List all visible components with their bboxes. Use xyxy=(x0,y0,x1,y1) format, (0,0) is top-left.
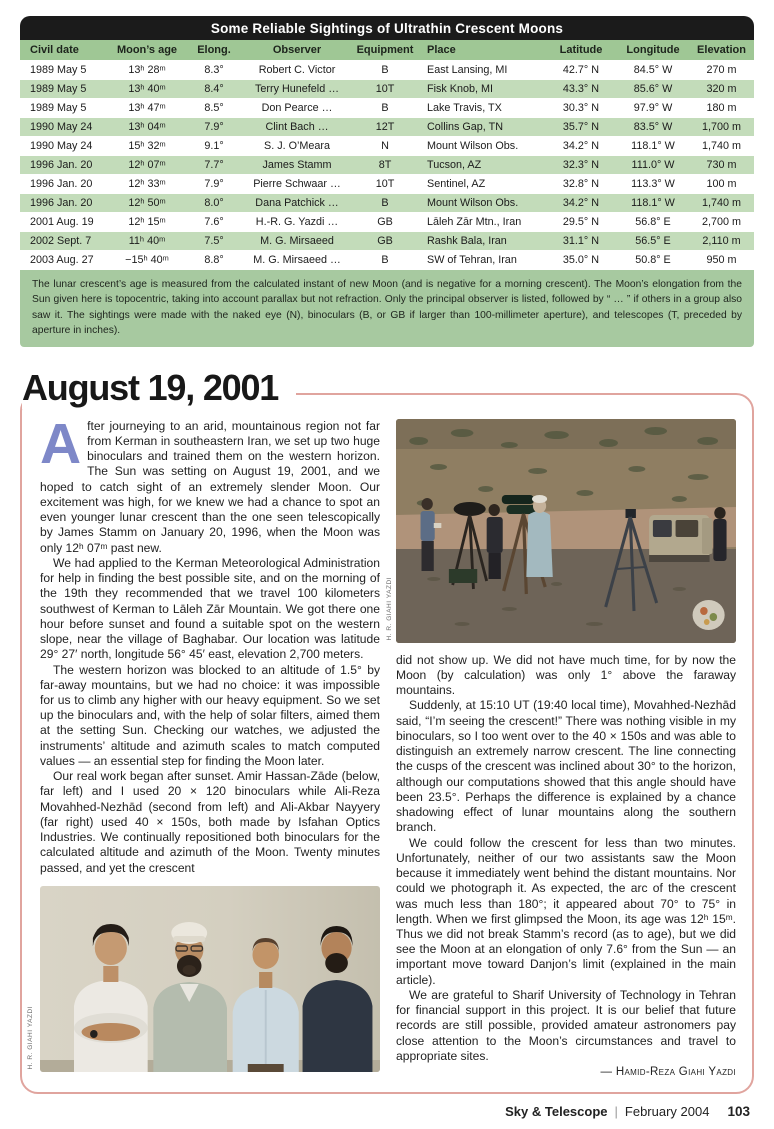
table-row xyxy=(20,251,754,270)
table-row xyxy=(20,137,754,156)
table-footnote: The lunar crescent’s age is measured from the calculated instant of new Moon (and is negative for a morning crescent). The Moon’s elongation from the Sun given here is topocentric, taking into account parallax but not refraction. Only the principal observer is listed, followed by “ … ” if others in a group also saw it. The sightings were made with the naked eye (N), binoculars (B, or GB if larger than 100-millimeter aperture), and telescopes (T, preceded by aperture in inches). xyxy=(20,270,754,347)
table-cell: Rashk Bala, Iran xyxy=(417,232,545,251)
table-cell: 32.8° N xyxy=(545,175,617,194)
table-cell: 113.3° W xyxy=(617,175,689,194)
table-row xyxy=(20,213,754,232)
table-column-header: Moon’s age xyxy=(107,40,187,61)
table-cell: Sentinel, AZ xyxy=(417,175,545,194)
table-cell: 12ʰ 50ᵐ xyxy=(107,194,187,213)
sightings-table-body xyxy=(20,61,754,270)
table-cell: 12T xyxy=(353,118,417,137)
table-cell: 32.3° N xyxy=(545,156,617,175)
table-row xyxy=(20,194,754,213)
table-cell: 1996 Jan. 20 xyxy=(20,156,107,175)
table-cell: Clint Bach … xyxy=(241,118,353,137)
paragraph: We could follow the crescent for less than two minutes. Unfortunately, neither of our two assistants saw the Moon because it immediately went behind the distant mountains. Nor could we photograph it. As expected, the arc of the crescent was much less than 180°; it appeared about 70° to 75° in length. When we first glimpsed the Moon, its age was 12ʰ 15ᵐ. Thus we did not break Stamm’s record (as to age), but we did see the Moon at an elongation of only 7.6° from the Sun — an important move toward Danjon’s limit (explained in the main article). xyxy=(396,835,736,987)
table-cell: 35.0° N xyxy=(545,251,617,270)
table-cell: 320 m xyxy=(689,80,754,99)
table-row xyxy=(20,175,754,194)
table-cell: 1989 May 5 xyxy=(20,61,107,80)
table-cell: 1996 Jan. 20 xyxy=(20,175,107,194)
table-cell: 8.3° xyxy=(187,61,241,80)
page-number: 103 xyxy=(727,1104,750,1120)
table-column-header: Elevation xyxy=(689,40,754,61)
table-cell: Mount Wilson Obs. xyxy=(417,194,545,213)
table-cell: 13ʰ 47ᵐ xyxy=(107,99,187,118)
table-cell: 2003 Aug. 27 xyxy=(20,251,107,270)
table-cell: 34.2° N xyxy=(545,194,617,213)
table-cell: 12ʰ 33ᵐ xyxy=(107,175,187,194)
table-column-header: Place xyxy=(417,40,545,61)
table-cell: Robert C. Victor xyxy=(241,61,353,80)
table-cell: Lāleh Zār Mtn., Iran xyxy=(417,213,545,232)
paragraph xyxy=(40,411,380,556)
table-cell: 85.6° W xyxy=(617,80,689,99)
table-cell: 8.4° xyxy=(187,80,241,99)
table-cell: Dana Patchick … xyxy=(241,194,353,213)
table-cell: 9.1° xyxy=(187,137,241,156)
table-row xyxy=(20,80,754,99)
footer-separator: | xyxy=(614,1104,618,1120)
photo-credit: H. R. GIAHI YAZDI xyxy=(27,1006,34,1070)
team-portrait-photo xyxy=(27,886,380,1072)
table-cell: 56.8° E xyxy=(617,213,689,232)
table-cell: GB xyxy=(353,213,417,232)
table-cell: Pierre Schwaar … xyxy=(241,175,353,194)
table-row xyxy=(20,61,754,80)
table-column-header: Observer xyxy=(241,40,353,61)
dropcap-letter: A xyxy=(40,411,82,476)
table-cell: 7.7° xyxy=(187,156,241,175)
table-cell: 118.1° W xyxy=(617,194,689,213)
table-cell: B xyxy=(353,251,417,270)
table-cell: 7.6° xyxy=(187,213,241,232)
table-cell: 1990 May 24 xyxy=(20,118,107,137)
table-cell: 2002 Sept. 7 xyxy=(20,232,107,251)
paragraph: Suddenly, at 15:10 UT (19:40 local time), Movahhed-Nezhād said, “I’m seeing the crescent!” There was nothing visible in my binoculars, so I too went over to the 40 × 150s and was able to distinguish an extremely narrow crescent. The line connecting the cusps of the crescent was inclined about 30° to the horizon, although our computations showed that this angle should have been 23.5°. Perhaps the difference is explained by a chance shadowing effect of lunar mountains along the southern branch. xyxy=(396,698,736,835)
table-cell: 34.2° N xyxy=(545,137,617,156)
table-cell: 13ʰ 28ᵐ xyxy=(107,61,187,80)
table-cell: 11ʰ 40ᵐ xyxy=(107,232,187,251)
table-cell: 1996 Jan. 20 xyxy=(20,194,107,213)
table-cell: 97.9° W xyxy=(617,99,689,118)
table-cell: 29.5° N xyxy=(545,213,617,232)
photo-credit: H. R. GIAHI YAZDI xyxy=(386,577,393,641)
table-cell: 950 m xyxy=(689,251,754,270)
team-portrait-illustration xyxy=(40,886,380,1072)
table-cell: 31.1° N xyxy=(545,232,617,251)
table-cell: 100 m xyxy=(689,175,754,194)
table-cell: 2,110 m xyxy=(689,232,754,251)
table-cell: 12ʰ 15ᵐ xyxy=(107,213,187,232)
table-cell: 1989 May 5 xyxy=(20,99,107,118)
table-cell: 8.8° xyxy=(187,251,241,270)
table-cell: Don Pearce … xyxy=(241,99,353,118)
paragraph-text: fter journeying to an arid, mountainous region not far from Kerman in southeastern Iran, we set up two huge binoculars and trained them on the western horizon. The Sun was setting on August 19, 2001, and we hoped to catch sight of an extremely slender Moon. Our excitement was high, for we knew we had a chance to spot an even younger lunar crescent than the one seen telescopically by James Stamm on January 20, 1996, when the Moon was only 12ʰ 07ᵐ past new. xyxy=(40,418,380,555)
expedition-illustration xyxy=(396,419,736,643)
table-cell: 1990 May 24 xyxy=(20,137,107,156)
table-column-header: Civil date xyxy=(20,40,107,61)
article-right-column xyxy=(386,419,736,1079)
table-title: Some Reliable Sightings of Ultrathin Crescent Moons xyxy=(20,16,754,40)
table-cell: 13ʰ 04ᵐ xyxy=(107,118,187,137)
table-cell: 12ʰ 07ᵐ xyxy=(107,156,187,175)
table-row xyxy=(20,118,754,137)
table-cell: 10T xyxy=(353,175,417,194)
table-cell: M. G. Mirsaeed … xyxy=(241,251,353,270)
table-row xyxy=(20,156,754,175)
table-cell: 8.0° xyxy=(187,194,241,213)
sightings-table-block xyxy=(20,16,754,347)
table-cell: Fisk Knob, MI xyxy=(417,80,545,99)
table-cell: 8.5° xyxy=(187,99,241,118)
table-cell: 118.1° W xyxy=(617,137,689,156)
paragraph: We are grateful to Sharif University of Technology in Tehran for financial support in this project. It is our belief that future records are still possible, provided amateur astronomers pay close attention to the Moon’s circumstances and travel to appropriate sites. xyxy=(396,987,736,1063)
table-cell: 2001 Aug. 19 xyxy=(20,213,107,232)
table-cell: B xyxy=(353,99,417,118)
issue-date: February 2004 xyxy=(624,1104,710,1120)
table-cell: 7.9° xyxy=(187,118,241,137)
expedition-photo xyxy=(386,419,736,643)
table-cell: James Stamm xyxy=(241,156,353,175)
paragraph: Our real work began after sunset. Amir Hassan-Zāde (below, far left) and I used 20 × 120 binoculars while Ali-Reza Movahhed-Nezhād (second from left) and Ali-Akbar Nayyery (far right) used 40 × 150s, both made by Isfahan Optics Industries. We continually repositioned both binoculars for the calculated altitude and azimuth of the Moon. Twenty minutes passed, and yet the crescent xyxy=(40,769,380,875)
table-cell: B xyxy=(353,194,417,213)
table-cell: Mount Wilson Obs. xyxy=(417,137,545,156)
table-cell: N xyxy=(353,137,417,156)
table-cell: East Lansing, MI xyxy=(417,61,545,80)
table-cell: Terry Hunefeld … xyxy=(241,80,353,99)
table-cell: 270 m xyxy=(689,61,754,80)
article-left-column xyxy=(27,411,380,1078)
table-cell: GB xyxy=(353,232,417,251)
table-column-header: Equipment xyxy=(353,40,417,61)
table-cell: 1,740 m xyxy=(689,137,754,156)
table-cell: SW of Tehran, Iran xyxy=(417,251,545,270)
table-cell: 111.0° W xyxy=(617,156,689,175)
table-cell: 180 m xyxy=(689,99,754,118)
table-cell: S. J. O’Meara xyxy=(241,137,353,156)
table-cell: 84.5° W xyxy=(617,61,689,80)
table-cell: B xyxy=(353,61,417,80)
table-row xyxy=(20,232,754,251)
table-cell: 83.5° W xyxy=(617,118,689,137)
table-cell: 13ʰ 40ᵐ xyxy=(107,80,187,99)
paragraph: The western horizon was blocked to an altitude of 1.5° by far-away mountains, but we had no choice: it was impossible for us to climb any higher with our heavy equipment. So we set up the binoculars and, with the help of solar filters, aimed them at the setting Sun. Checking our watches, we adjusted the instruments’ altitude and azimuth scales to match computed values — an essential step for finding the Moon later. xyxy=(40,662,380,768)
paragraph: We had applied to the Kerman Meteorological Administration for help in finding the best possible site, and on the morning of the 19th they recommended that we travel 100 kilometers southwest of Kerman to Lāleh Zār Mountain. We got there one hour before sunset and found a suitable spot on the western slope, near the village of Baghabar. Our location was latitude 29° 27′ north, longitude 56° 45′ east, elevation 2,700 meters. xyxy=(40,555,380,662)
article-title: August 19, 2001 xyxy=(22,367,296,409)
table-cell: M. G. Mirsaeed xyxy=(241,232,353,251)
table-cell: 56.5° E xyxy=(617,232,689,251)
table-column-header: Elong. xyxy=(187,40,241,61)
table-cell: Lake Travis, TX xyxy=(417,99,545,118)
table-cell: Tucson, AZ xyxy=(417,156,545,175)
table-cell: 35.7° N xyxy=(545,118,617,137)
table-cell: 10T xyxy=(353,80,417,99)
table-cell: 730 m xyxy=(689,156,754,175)
article-box xyxy=(20,393,754,1094)
table-row xyxy=(20,99,754,118)
table-cell: 1,740 m xyxy=(689,194,754,213)
page-footer xyxy=(20,1094,754,1119)
table-cell: Collins Gap, TN xyxy=(417,118,545,137)
table-cell: H.-R. G. Yazdi … xyxy=(241,213,353,232)
table-cell: 2,700 m xyxy=(689,213,754,232)
table-cell: 1989 May 5 xyxy=(20,80,107,99)
author-signature: — Hamid-Reza Giahi Yazdi xyxy=(600,1066,736,1079)
sightings-table-header-row xyxy=(20,40,754,61)
table-column-header: Longitude xyxy=(617,40,689,61)
table-cell: 43.3° N xyxy=(545,80,617,99)
table-cell: 1,700 m xyxy=(689,118,754,137)
table-column-header: Latitude xyxy=(545,40,617,61)
table-cell: 50.8° E xyxy=(617,251,689,270)
sightings-table xyxy=(20,40,754,270)
paragraph: did not show up. We did not have much time, for by now the Moon (by calculation) was only 1° above the faraway mountains. xyxy=(396,652,736,698)
table-cell: 7.5° xyxy=(187,232,241,251)
table-cell: 7.9° xyxy=(187,175,241,194)
table-cell: 30.3° N xyxy=(545,99,617,118)
table-cell: 8T xyxy=(353,156,417,175)
table-cell: −15ʰ 40ᵐ xyxy=(107,251,187,270)
table-cell: 42.7° N xyxy=(545,61,617,80)
magazine-name: Sky & Telescope xyxy=(505,1104,608,1120)
table-cell: 15ʰ 32ᵐ xyxy=(107,137,187,156)
